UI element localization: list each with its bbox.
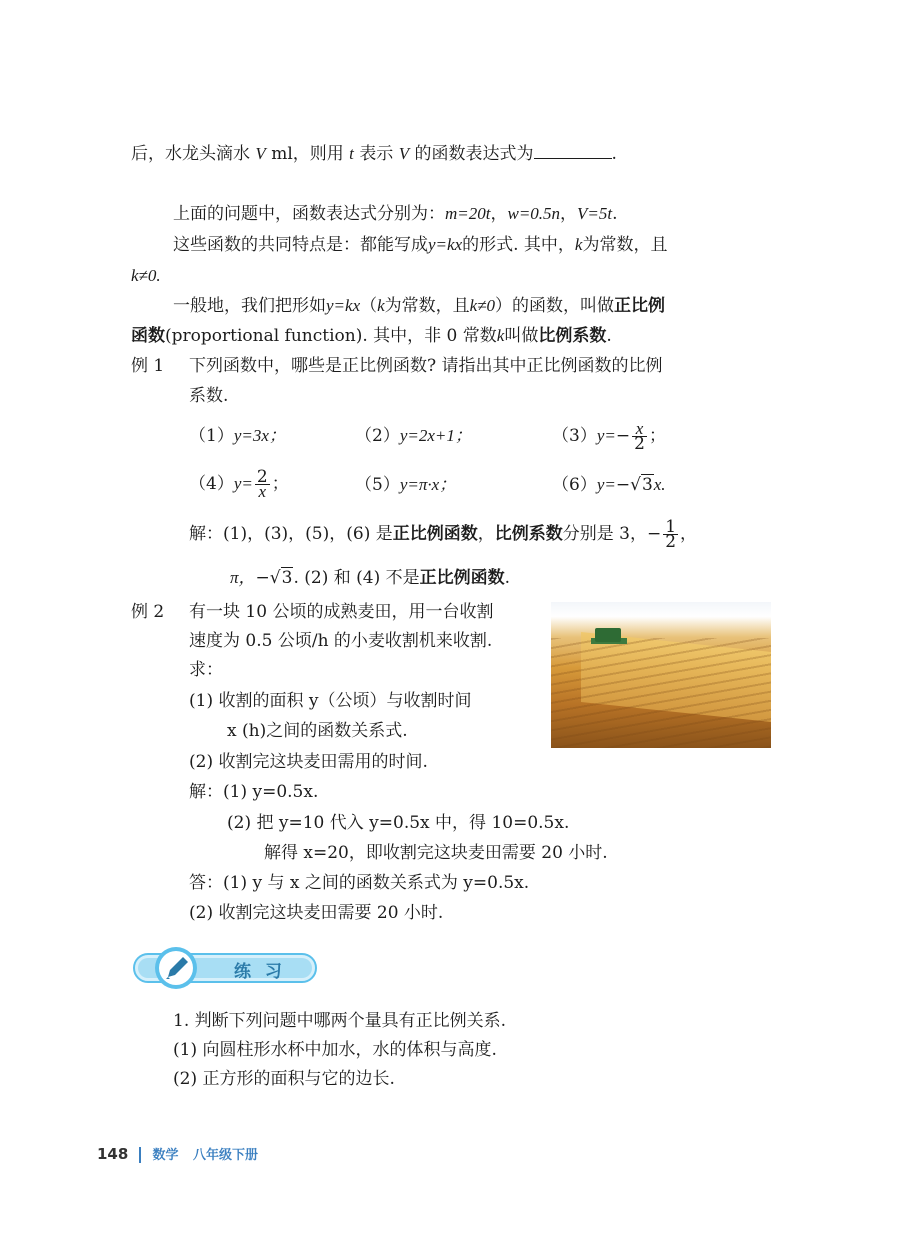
practice-question-1: 1. 判断下列问题中哪两个量具有正比例关系. <box>173 1011 507 1031</box>
paragraph-common-feature-line2: k≠0. <box>131 266 161 285</box>
term-proportional: 正比例 <box>614 296 666 316</box>
practice-badge <box>130 946 318 990</box>
fraction: $\frac{x}{2}$ <box>634 418 645 454</box>
example-2-label: 例 2 <box>131 602 165 622</box>
example-2-q1-line2: x (h)之间的函数关系式. <box>227 721 408 741</box>
paragraph-common-feature: 这些函数的共同特点是：都能写成y=kx的形式. 其中，k为常数，且 <box>173 235 668 255</box>
example-1-item-1: （1）y=3x； <box>189 426 286 446</box>
practice-title: 练 习 <box>234 962 286 982</box>
example-1-item-5: （5）y=π·x； <box>355 475 457 495</box>
page-footer <box>97 1144 258 1163</box>
intro-line: 后，水龙头滴水 V ml，则用 t 表示 V 的函数表达式为 . <box>131 144 617 164</box>
example-2-answer-1: 答：(1) y 与 x 之间的函数关系式为 y=0.5x. <box>189 873 530 893</box>
example-2-line1: 有一块 10 公顷的成熟麦田，用一台收割 <box>189 602 494 622</box>
example-1-item-3: （3） y= − $\frac{x}{2}$ ； <box>552 418 666 454</box>
page-number: 148 <box>97 1145 129 1163</box>
example-1-solution: 解：(1)，(3)，(5)，(6) 是 正比例函数 ， 比例系数 分别是 3， − $\frac{1}{2}$ ， <box>189 516 698 552</box>
example-1-item-4: （4） y= $\frac{2}{x}$ ； <box>189 466 289 501</box>
example-2-solution-2: (2) 把 y=10 代入 y=0.5x 中，得 10=0.5x. <box>227 813 570 833</box>
example-2-solution-1: 解：(1) y=0.5x. <box>189 782 319 802</box>
example-1-label: 例 1 <box>131 356 165 376</box>
definition-paragraph: 一般地，我们把形如y=kx（k为常数，且k≠0）的函数，叫做正比例 <box>173 296 666 316</box>
example-2-q2: (2) 收割完这块麦田需用的时间. <box>189 752 428 772</box>
wheat-harvest-photo <box>551 602 771 748</box>
practice-question-1a: (1) 向圆柱形水杯中加水，水的体积与高度. <box>173 1040 497 1060</box>
fraction: $\frac{1}{2}$ <box>665 516 677 552</box>
example-1-item-2: （2）y=2x+1； <box>355 426 472 446</box>
footer-divider <box>139 1147 141 1163</box>
example-2-answer-2: (2) 收割完这块麦田需要 20 小时. <box>189 903 444 923</box>
example-1-solution-line2: π，−√3. (2) 和 (4) 不是正比例函数. <box>230 568 511 588</box>
term-coefficient: 比例系数 <box>538 326 607 346</box>
example-1-item-6: （6）y=−√3x. <box>552 475 666 495</box>
definition-paragraph-line2: 函数(proportional function). 其中，非 0 常数k叫做比例系数. <box>131 326 612 346</box>
book-title: 数学 八年级下册 <box>152 1148 259 1163</box>
fraction: $\frac{2}{x}$ <box>256 466 268 501</box>
example-2-q1: (1) 收割的面积 y（公顷）与收割时间 <box>189 691 472 711</box>
practice-question-1b: (2) 正方形的面积与它的边长. <box>173 1069 395 1089</box>
example-2-line2: 速度为 0.5 公顷/h 的小麦收割机来收割. <box>189 631 493 651</box>
example-1-question-line2: 系数. <box>189 386 229 406</box>
combine-harvester <box>595 628 621 642</box>
example-2-line3: 求： <box>189 660 223 680</box>
example-2-solution-3: 解得 x=20，即收割完这块麦田需要 20 小时. <box>264 843 608 863</box>
answer-blank <box>534 142 612 159</box>
paragraph-summary: 上面的问题中，函数表达式分别为：m=20t，w=0.5n，V=5t. <box>173 204 618 224</box>
example-1-question: 下列函数中，哪些是正比例函数? 请指出其中正比例函数的比例 <box>189 356 663 376</box>
